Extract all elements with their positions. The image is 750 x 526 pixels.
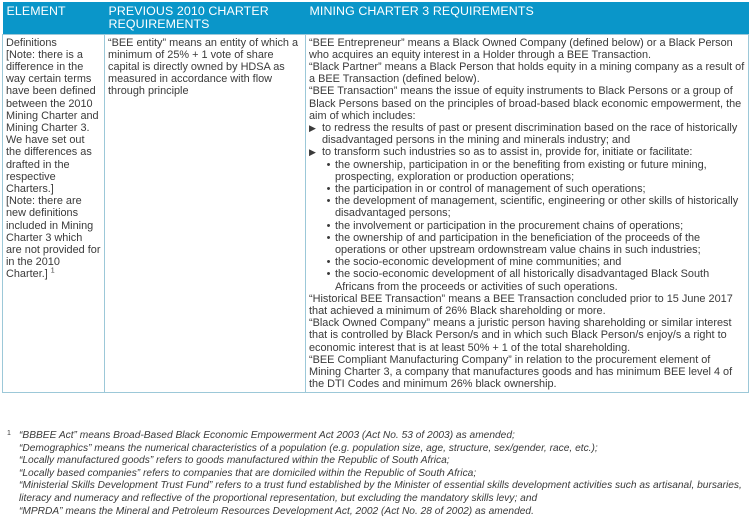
- footnotes: [7, 430, 743, 518]
- sub-list-item: • the socio-economic development of mine communities; and: [322, 256, 745, 268]
- dot-bullet-icon: •: [326, 219, 331, 232]
- list-item: ▶ to transform such industries so as to assist in, provide for, initiate or facilitate:: [309, 146, 693, 159]
- footnote-list: [19, 430, 743, 518]
- sub-list-item: • the participation in or control of management of such operations;: [322, 183, 745, 195]
- footnote-reference: 1: [50, 267, 55, 275]
- footnote-line: “Ministerial Skills Development Trust Fund” refers to a trust fund established by the Minister of essential skills development activities such as artisanal, bursaries, literacy and numeracy and reflective of the proportional representation, but excluding the mandatory skills levy; and: [19, 480, 742, 504]
- black-owned-company-definition: “Black Owned Company” means a juristic person having shareholding or similar interest that is controlled by Black Person/s and in which such Black Person/s enjoy/s a right to economic interest that is at least 50% + 1 of the total shareholding.: [309, 317, 732, 354]
- sub-list-item: • the development of management, scientific, engineering or other skills of historically disadvantaged persons;: [322, 195, 745, 219]
- historical-bee-transaction-definition: “Historical BEE Transaction” means a BEE Transaction concluded prior to 15 June 2017 that achieved a minimum of 26% Black shareholding or more.: [309, 292, 733, 317]
- triangle-bullet-icon: ▶: [309, 122, 316, 133]
- sub-list-item: • the ownership, participation in or the benefiting from existing or future mining, prospecting, exploration or production operations;: [322, 159, 745, 183]
- charter-comparison-table: [2, 2, 749, 393]
- dot-bullet-icon: •: [326, 195, 331, 208]
- element-cell: [3, 34, 105, 393]
- bee-transaction-definition: “BEE Transaction” means the issue of equity instruments to Black Persons or a group of Black Persons based on the principles of broad-based black economic empowerment, the aim of which includes:: [309, 85, 742, 122]
- footnote-line: “Locally based companies” refers to companies that are domiciled within the Republic of South Africa;: [19, 467, 477, 479]
- dot-bullet-icon: •: [326, 268, 331, 281]
- header-mining-charter-3: MINING CHARTER 3 REQUIREMENTS: [306, 2, 749, 34]
- sub-list-item: • the ownership of and participation in the beneficiation of the proceeds of the operations or other upstream ordownstream value chains in such industries;: [322, 232, 745, 256]
- footnote-line: “BBBEE Act” means Broad-Based Black Economic Empowerment Act 2003 (Act No. 53 of 2003) as amended;: [19, 430, 515, 441]
- dot-bullet-icon: •: [326, 158, 331, 171]
- footnote-line: “Demographics” means the numerical characteristics of a population (e.g. population size, age, structure, sex/gender, race, etc.);: [19, 442, 598, 454]
- dot-bullet-icon: •: [326, 231, 331, 244]
- bee-entrepreneur-definition: “BEE Entrepreneur” means a Black Owned Company (defined below) or a Black Person who acquires an equity interest in a Holder through a BEE Transaction.: [309, 36, 733, 61]
- footnote-marker: 1: [7, 430, 11, 437]
- dot-bullet-icon: •: [326, 182, 331, 195]
- footnote-line: “MPRDA” means the Mineral and Petroleum Resources Development Act, 2002 (Act No. 28 of 2002) as amended.: [19, 505, 534, 517]
- element-note-new-definitions: [Note: there are new definitions included in Mining Charter 3 which are not provided for in the 2010 Charter.] $^1$: [6, 195, 101, 281]
- triangle-bullet-icon: ▶: [309, 147, 316, 158]
- footnote-line: “Locally manufactured goods” refers to goods manufactured within the Republic of South Africa;: [19, 455, 450, 467]
- header-previous-2010: PREVIOUS 2010 CHARTER REQUIREMENTS: [105, 2, 306, 34]
- sub-list-item: • the socio-economic development of all historically disadvantaged Black South Africans from the proceeds or activities of such operations.: [322, 268, 745, 292]
- table-row: [3, 34, 749, 393]
- dot-bullet-icon: •: [326, 256, 331, 269]
- header-element: ELEMENT: [3, 2, 105, 34]
- mining-charter-cell: [306, 34, 749, 393]
- previous-charter-cell: [105, 34, 306, 393]
- list-item: ▶ to redress the results of past or present discrimination based on the race of historically disadvantaged persons in the mining and minerals industry; and: [309, 121, 738, 147]
- element-note-differences: [Note: there is a difference in the way certain terms have been defined between the 2010 Mining Charter and Mining Charter 3. We have set out the differences as drafted in the respective Charters.]: [6, 48, 99, 195]
- bee-compliant-manufacturing-definition: “BEE Compliant Manufacturing Company” in relation to the procurement element of Mining Charter 3, a company that manufactures goods and has minimum BEE level 4 of the DTI Codes and minimum 26% black ownership.: [309, 353, 733, 391]
- header-row: [3, 2, 749, 34]
- sub-list-item: • the involvement or participation in the procurement chains of operations;: [322, 220, 745, 232]
- element-title: Definitions: [6, 36, 57, 49]
- bee-entity-definition: “BEE entity” means an entity of which a minimum of 25% + 1 vote of share capital is directly owned by HDSA as measured in accordance with flow through principle: [108, 36, 299, 98]
- black-partner-definition: “Black Partner” means a Black Person that holds equity in a mining company as a result of a BEE Transaction (defined below).: [309, 60, 745, 86]
